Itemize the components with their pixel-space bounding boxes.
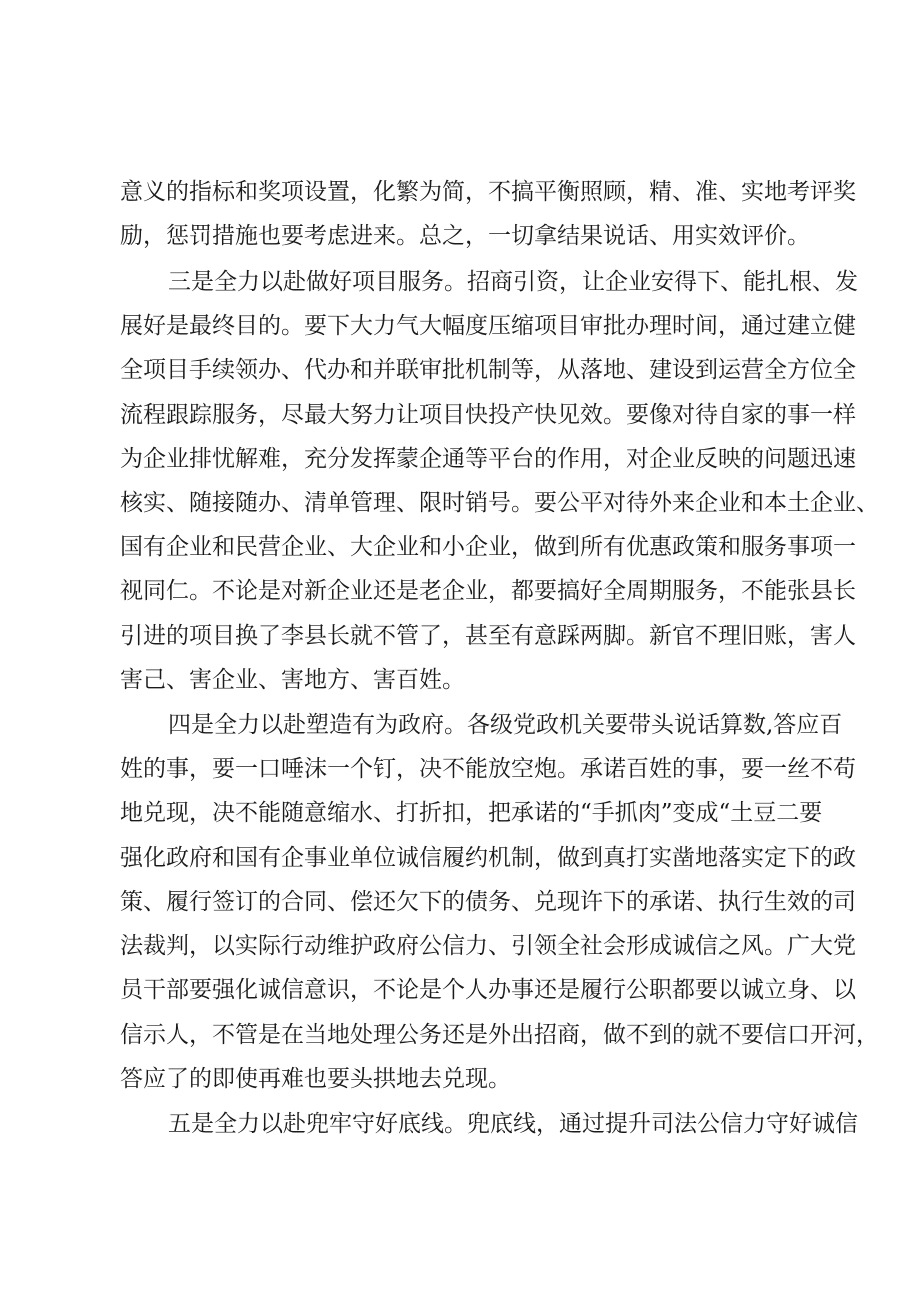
text-line-6: 流程跟踪服务，尽最大努力让项目快投产快见效。要像对待自家的事一样: [120, 402, 856, 428]
text-line-11: 引进的项目换了李县长就不管了，甚至有意踩两脚。新官不理旧账，害人: [120, 623, 856, 649]
text-line-2: 励，惩罚措施也要考虑进来。总之，一切拿结果说话、用实效评价。: [120, 223, 810, 249]
text-line-12: 害己、害企业、害地方、害百姓。: [120, 667, 465, 693]
text-line-21: 答应了的即使再难也要头拱地去兑现。: [120, 1066, 511, 1092]
paragraph-3-first-line: 三是全力以赴做好项目服务。招商引资，让企业安得下、能扎根、发: [168, 269, 858, 295]
text-line-16: 强化政府和国有企事业单位诚信履约机制，做到真打实凿地落实定下的政: [120, 845, 856, 871]
paragraph-4-first-line: 四是全力以赴塑造有为政府。各级党政机关要带头说话算数,答应百: [168, 712, 843, 738]
paragraph-5-first-line: 五是全力以赴兜牢守好底线。兜底线，通过提升司法公信力守好诚信: [168, 1111, 858, 1137]
text-line-10: 视同仁。不论是对新企业还是老企业，都要搞好全周期服务，不能张县长: [120, 578, 856, 604]
text-line-1: 意义的指标和奖项设置，化繁为简，不搞平衡照顾，精、准、实地考评奖: [120, 179, 856, 205]
text-line-5: 全项目手续领办、代办和并联审批机制等，从落地、建设到运营全方位全: [120, 357, 856, 383]
text-line-19: 员干部要强化诚信意识，不论是个人办事还是履行公职都要以诚立身、以: [120, 977, 856, 1003]
text-line-18: 法裁判，以实际行动维护政府公信力、引领全社会形成诚信之风。广大党: [120, 933, 856, 959]
text-line-8: 核实、随接随办、清单管理、限时销号。要公平对待外来企业和本土企业、: [120, 490, 879, 516]
text-line-20: 信示人，不管是在当地处理公务还是外出招商，做不到的就不要信口开河，: [120, 1022, 879, 1048]
text-line-17: 策、履行签订的合同、偿还欠下的债务、兑现许下的承诺、执行生效的司: [120, 889, 856, 915]
text-line-15: 地兑现，决不能随意缩水、打折扣，把承诺的“手抓肉”变成“土豆二要: [120, 800, 823, 826]
text-line-4: 展好是最终目的。要下大力气大幅度压缩项目审批办理时间，通过建立健: [120, 313, 856, 339]
text-line-9: 国有企业和民营企业、大企业和小企业，做到所有优惠政策和服务事项一: [120, 534, 856, 560]
text-line-7: 为企业排忧解难，充分发挥蒙企通等平台的作用，对企业反映的问题迅速: [120, 446, 856, 472]
text-line-14: 姓的事，要一口唾沫一个钉，决不能放空炮。承诺百姓的事，要一丝不苟: [120, 756, 856, 782]
